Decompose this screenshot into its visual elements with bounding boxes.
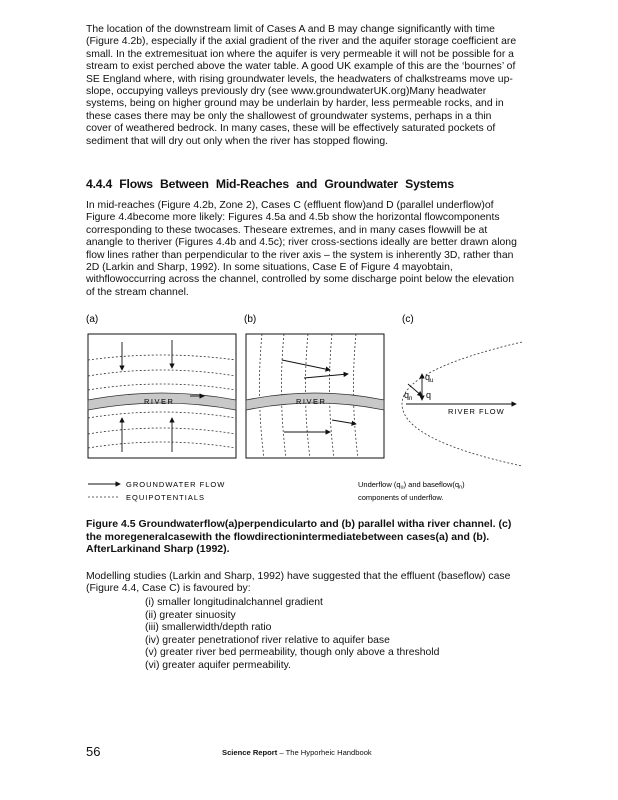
paragraph-bournes: The location of the downstream limit of Cases A and B may change significantly with time (Figure 4.2b), especially if the axial gradient of the river and the aquifer storage coefficient are small. In the extremesituat ion where the aquifer is very permeable it will not be possible for a stream to exist perched above the water table. A good UK example of this are the ‘bournes’ of SE England where, with rising groundwater levels, the headwaters of chalkstreams move up-slope, occupying valleys previously dry (see www.groundwaterUK.org)Many headwater systems, being on higher ground may be underlain by harder, less permeable rocks, and in these cases there may be only the shallowest of groundwater systems, perhaps in a thin cover of weathered bedrock. In many cases, these will be effectively saturated pockets of sediment that will dry out only when the river has stopped flowing. [86, 24, 517, 147]
list-item: (ii) greater sinuosity [145, 609, 236, 621]
legend-c-line-2: components of underflow. [358, 493, 444, 502]
panel-b [244, 314, 384, 458]
figure-legend [88, 480, 465, 502]
panel-a-label: (a) [86, 314, 99, 325]
panel-c-qu-label: $q_u$ [425, 372, 434, 384]
paragraph-modelling-studies: Modelling studies (Larkin and Sharp, 1992) have suggested that the effluent (baseflow) case (Figure 4.4, Case C) is favoured by: [86, 571, 511, 595]
footer-title: – The Hyporheic Handbook [277, 748, 372, 757]
panel-c-qn-label: $q_n$ [404, 390, 413, 402]
list-item: (iv) greater penetrationof river relative to aquifer base [145, 634, 390, 646]
panel-c-river-flow-label: RIVER FLOW [448, 407, 505, 416]
footer-report-name: Science Report [222, 748, 278, 757]
list-item: (v) greater river bed permeability, though only above a threshold [145, 647, 440, 659]
figure-caption: Figure 4.5 Groundwaterflow(a)perpendicularto and (b) parallel witha river channel. (c) the moregeneralcasewith the flowdirectionintermediatebetween cases(a) and (b). AfterLarkinand Sharp (1992). [86, 518, 512, 556]
panel-b-label: (b) [244, 314, 257, 325]
page-footer [222, 748, 372, 757]
list-item: (i) smaller longitudinalchannel gradient [145, 597, 323, 608]
panel-c-q-label: q [426, 390, 432, 400]
legend-groundwater-label: GROUNDWATER FLOW [126, 480, 226, 489]
legend-c-line-1: Underflow $(q_u)$ and $baseflow(q_n)$ [358, 480, 465, 491]
section-heading-4-4-4: 4.4.4 Flows Between Mid-Reaches and Groundwater Systems [86, 177, 454, 191]
panel-c-label: (c) [402, 314, 414, 325]
list-item: (iii) smallerwidth/depth ratio [145, 622, 272, 634]
figure-4-5 [86, 312, 522, 512]
panel-a [86, 314, 236, 458]
paragraph-mid-reaches: In mid-reaches (Figure 4.2b, Zone 2), Cases C (effluent flow)and D (parallel underflow)of Figure 4.4become more likely: Figures 4.5a and 4.5b show the horizontal flowcomponents corresponding to these twocases. Theseare extremes, and in many cases flowwill be at anangle to theriver (Figures 4.4b and 4.5c); river cross-sections ideally are better drawn along flow lines rather than perpendicular to the river axis – the system is inherently 3D, rather than 2D (Larkin and Sharp, 1992). In some situations, Case E of Figure 4 mayobtain, withflowoccurring across the channel, controlled by some discharge point below the elevation of the stream channel. [86, 200, 517, 298]
legend-equipotentials-label: EQUIPOTENTIALS [126, 493, 206, 502]
list-item: (vi) greater aquifer permeability. [145, 659, 291, 671]
panel-a-river-label: RIVER [144, 397, 175, 406]
favoured-conditions-list [145, 597, 439, 673]
panel-c [402, 314, 522, 466]
page-number: 56 [86, 744, 101, 759]
panel-b-river-label: RIVER [296, 397, 327, 406]
